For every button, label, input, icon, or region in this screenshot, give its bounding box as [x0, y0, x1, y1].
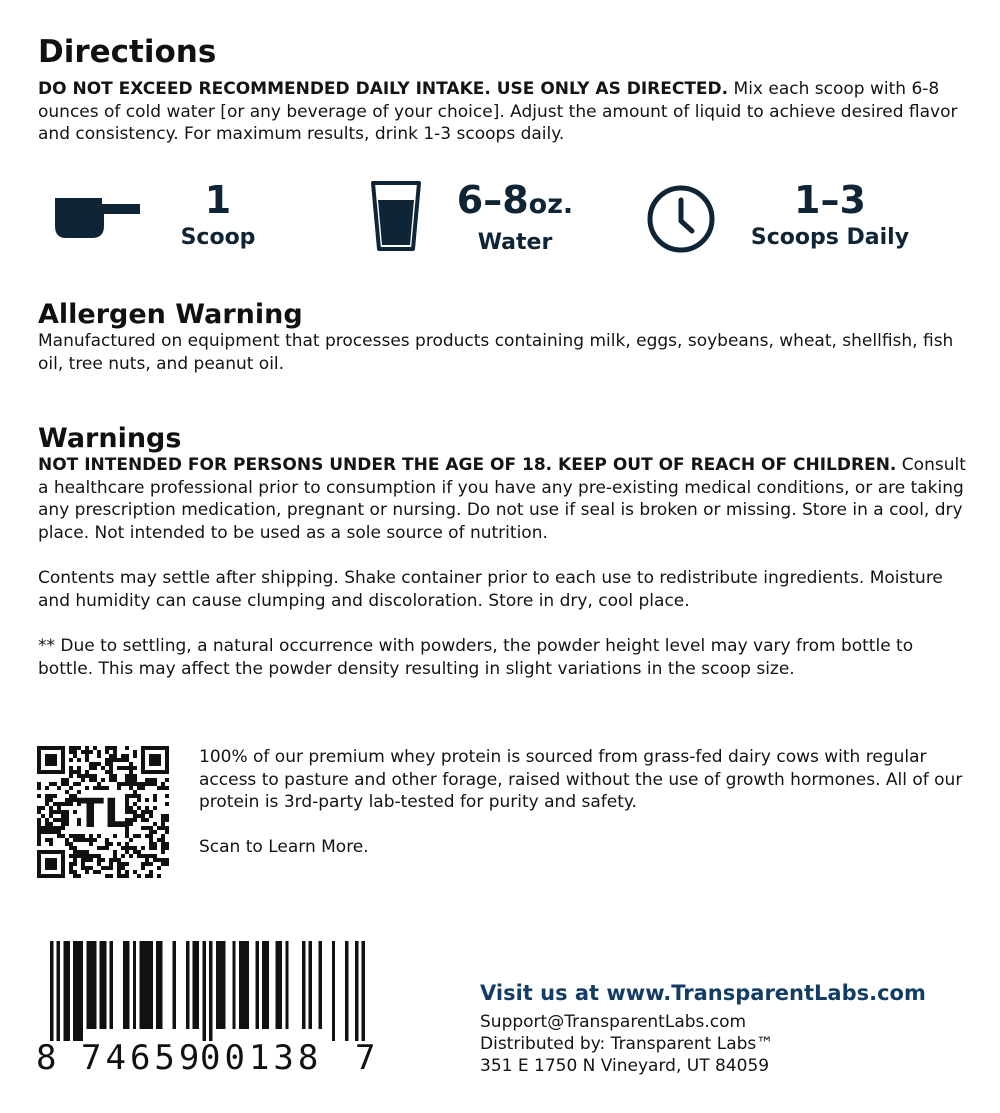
stat-water-value: 6–8oz.: [456, 178, 574, 222]
stat-scoops-daily-label: Scoops Daily: [750, 225, 910, 250]
directions-title: Directions: [38, 34, 217, 70]
clock-icon: [646, 184, 716, 254]
warnings-bold: NOT INTENDED FOR PERSONS UNDER THE AGE OF 18. KEEP OUT OF REACH OF CHILDREN.: [38, 455, 897, 475]
allergen-text: Manufactured on equipment that processes products containing milk, eggs, soybeans, wheat, shellfish, fish oil, tree nuts, and peanut oil.: [38, 331, 954, 374]
warnings-title: Warnings: [38, 423, 182, 454]
barcode: [50, 941, 365, 1041]
scoop-icon: [52, 192, 144, 242]
stat-scoop-value: 1: [204, 178, 232, 222]
warnings-density-text: ** Due to settling, a natural occurrence with powders, the powder height level may vary from bottle to bottle. This may affect the powder density resulting in slight variations in the scoop size.: [38, 636, 914, 679]
address: 351 E 1750 N Vineyard, UT 84059: [480, 1056, 770, 1076]
directions-body: Mix each scoop with 6-8 ounces of cold water [or any beverage of your choice]. Adjust the amount of liquid to achieve desired flavor and consistency. For maximum results, drink 1-3 scoops daily.: [38, 79, 958, 145]
stat-water: [440, 178, 590, 257]
qr-logo-text: TL: [76, 790, 130, 837]
barcode-digit-first: 8: [36, 1038, 61, 1078]
barcode-digit-last: 7: [355, 1038, 380, 1078]
warnings-settle-text: Contents may settle after shipping. Shake container prior to each use to redistribute ingredients. Moisture and humidity can cause clumping and discoloration. Store in dry, cool place.: [38, 568, 943, 611]
distributor: Distributed by: Transparent Labs™: [480, 1034, 774, 1054]
stat-water-label: Water: [477, 230, 553, 255]
barcode-digits-left: 74659: [81, 1038, 204, 1078]
directions-bold: DO NOT EXCEED RECOMMENDED DAILY INTAKE. USE ONLY AS DIRECTED.: [38, 79, 729, 99]
warnings-body: Consult a healthcare professional prior to consumption if you have any pre-existing medical conditions, or are taking any prescription medication, pregnant or nursing. Do not use if seal is broken or missing. Store in a cool, dry place. Not intended to be used as a sole source of nutrition.: [38, 455, 966, 543]
stat-scoop: [158, 178, 278, 252]
support-email[interactable]: Support@TransparentLabs.com: [480, 1012, 747, 1032]
stat-water-unit: oz.: [528, 189, 574, 220]
warnings-text: [38, 454, 973, 544]
stat-scoops-daily: [745, 178, 915, 252]
website-link[interactable]: Visit us at www.TransparentLabs.com: [480, 981, 926, 1005]
qr-code[interactable]: [37, 746, 169, 878]
water-glass-icon: [370, 180, 422, 252]
directions-text: [38, 78, 973, 146]
stat-scoop-label: Scoop: [180, 225, 256, 250]
stat-scoops-daily-value: 1–3: [794, 178, 866, 222]
allergen-title: Allergen Warning: [38, 299, 303, 330]
barcode-digits-right: 00138: [200, 1038, 323, 1078]
qr-cta: Scan to Learn More.: [199, 837, 369, 857]
qr-description: 100% of our premium whey protein is sourced from grass-fed dairy cows with regular access to pasture and other forage, raised without the use of growth hormones. All of our protein is 3rd-party lab-tested for purity and safety.: [199, 747, 963, 813]
